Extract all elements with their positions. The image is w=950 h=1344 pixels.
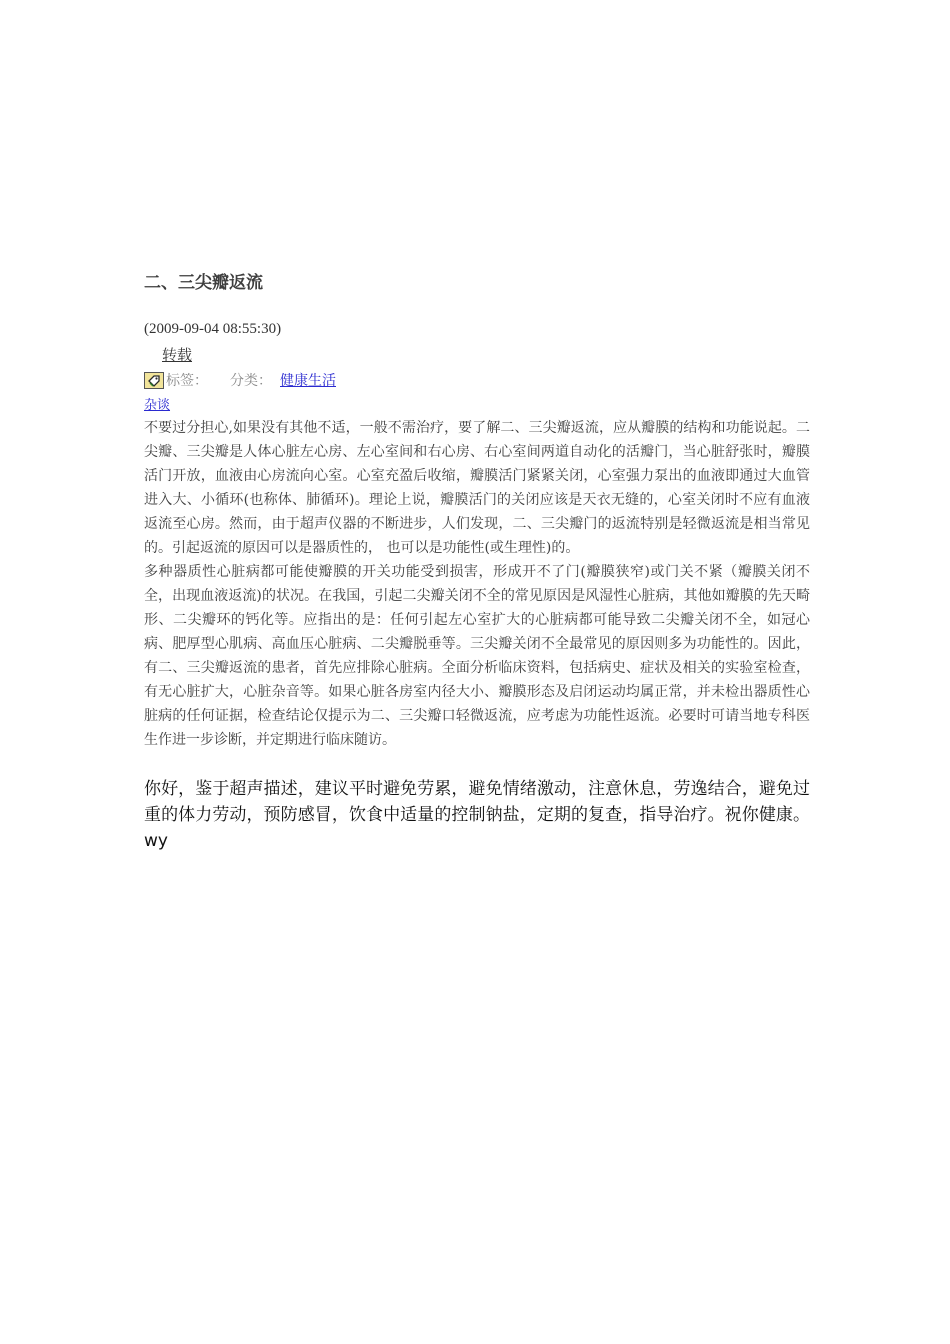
repost-link[interactable]: 转载 — [162, 346, 193, 364]
category-link[interactable]: 健康生活 — [280, 373, 336, 389]
meta-row — [144, 368, 810, 392]
doctor-reply: 你好，鉴于超声描述，建议平时避免劳累，避免情绪激动，注意休息，劳逸结合，避免过重的体力劳动，预防感冒，饮食中适量的控制钠盐，定期的复查，指导治疗。祝你健康。wy — [144, 779, 810, 851]
body-paragraph-2: 多种器质性心脏病都可能使瓣膜的开关功能受到损害，形成开不了门(瓣膜狭窄)或门关不紧（瓣膜关闭不全，出现血液返流)的状况。在我国，引起二尖瓣关闭不全的常见原因是风湿性心脏病，其他如瓣膜的先天畸形、二尖瓣环的钙化等。应指出的是：任何引起左心室扩大的心脏病都可能导致二尖瓣关闭不全，如冠心病、肥厚型心肌病、高血压心脏病、二尖瓣脱垂等。三尖瓣关闭不全最常见的原因则多为功能性的。因此，有二、三尖瓣返流的患者，首先应排除心脏病。全面分析临床资料，包括病史、症状及相关的实验室检查，有无心脏扩大，心脏杂音等。如果心脏各房室内径大小、瓣膜形态及启闭运动均属正常，并未检出器质性心脏病的任何证据，检查结论仅提示为二、三尖瓣口轻微返流，应考虑为功能性返流。必要时可请当地专科医生作进一步诊断，并定期进行临床随访。 — [144, 564, 810, 748]
tag-label: 标签： — [166, 373, 208, 389]
article — [144, 268, 810, 854]
body-paragraph-1: 不要过分担心,如果没有其他不适，一般不需治疗，要了解二、三尖瓣返流，应从瓣膜的结构和功能说起。二尖瓣、三尖瓣是人体心脏左心房、左心室间和右心房、右心室间两道自动化的活瓣门，当心脏舒张时，瓣膜活门开放，血液由心房流向心室。心室充盈后收缩，瓣膜活门紧紧关闭，心室强力泵出的血液即通过大血管进入大、小循环(也称体、肺循环)。理论上说，瓣膜活门的关闭应该是天衣无缝的，心室关闭时不应有血液返流至心房。然而，由于超声仪器的不断进步，人们发现，二、三尖瓣门的返流特别是轻微返流是相当常见的。引起返流的原因可以是器质性的， 也可以是功能性(或生理性)的。 — [144, 420, 810, 556]
category-label: 分类： — [230, 373, 272, 389]
article-title: 二、三尖瓣返流 — [144, 273, 263, 293]
post-date: (2009-09-04 08:55:30) — [144, 321, 282, 337]
misc-link[interactable]: 杂谈 — [144, 398, 171, 413]
tag-icon — [144, 372, 164, 389]
